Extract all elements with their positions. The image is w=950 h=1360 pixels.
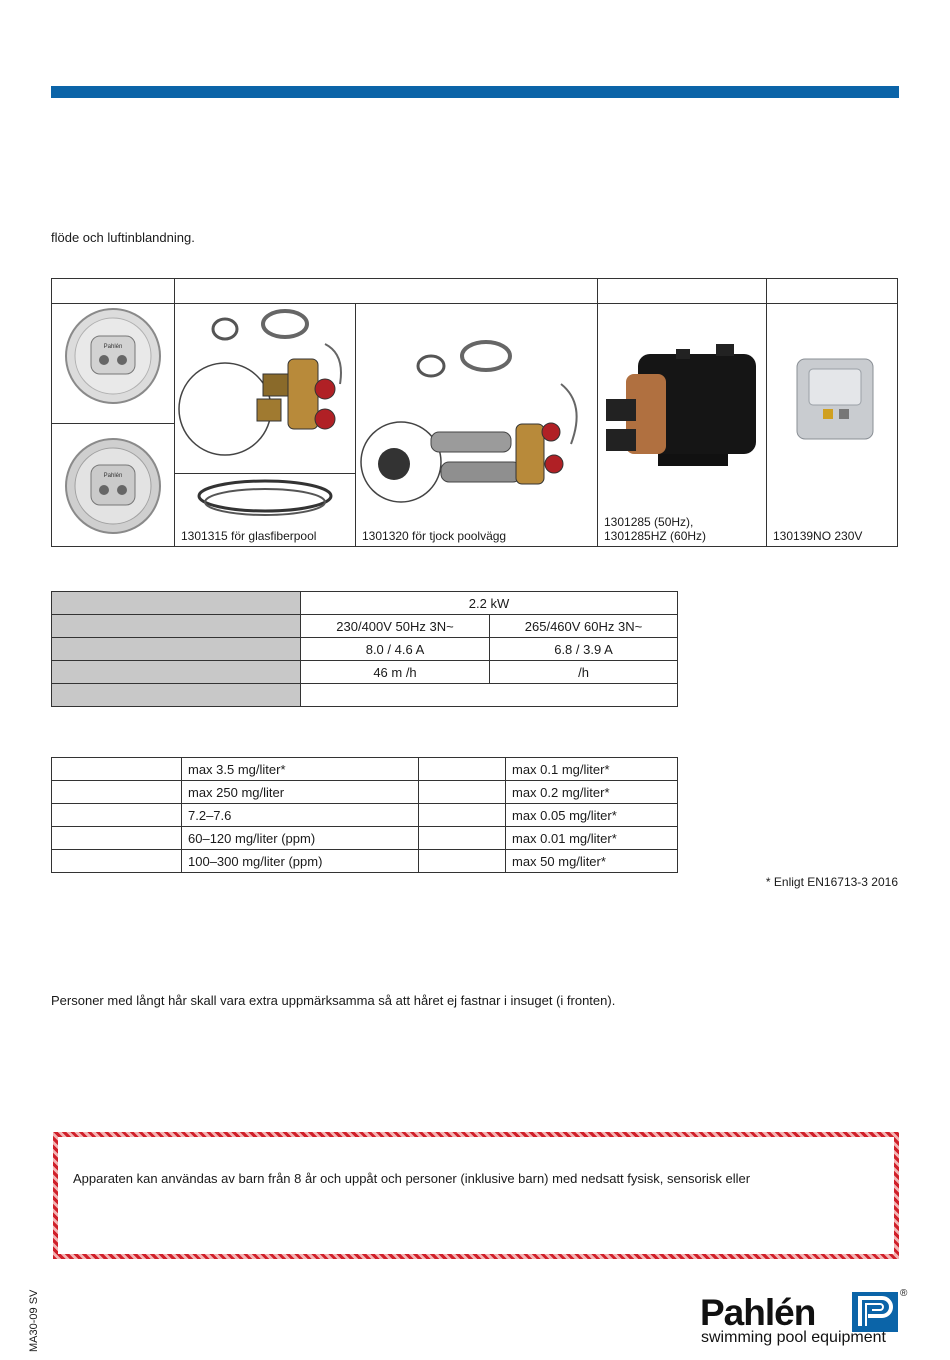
registered-mark: ®: [900, 1288, 908, 1299]
specs-label: [52, 661, 301, 684]
glassfiber-ring-cell: [175, 474, 356, 547]
caution-box: [53, 1132, 899, 1259]
parts-grid: [51, 278, 898, 547]
water-label: [419, 827, 506, 850]
caption-pump: [604, 515, 706, 543]
table-row: [52, 827, 678, 850]
current-50hz: 8.0 / 4.6 A: [301, 638, 490, 661]
header-bar: [51, 86, 899, 98]
water-quality-table: [51, 757, 678, 873]
water-label: [419, 758, 506, 781]
specs-empty-value: [301, 684, 678, 707]
logo-name: Pahlén: [700, 1292, 816, 1333]
water-label: [52, 804, 182, 827]
water-label: [52, 850, 182, 873]
water-label: [52, 758, 182, 781]
voltage-50hz: 230/400V 50Hz 3N~: [301, 615, 490, 638]
parts-header-kits: [175, 279, 598, 304]
specs-label: [52, 615, 301, 638]
install-kit-glassfiber-image: [175, 304, 356, 474]
specs-label: [52, 684, 301, 707]
water-label: [419, 781, 506, 804]
water-right-value: max 0.01 mg/liter*: [506, 827, 678, 850]
specs-label: [52, 638, 301, 661]
caption-pump-line1: 1301285 (50Hz),: [604, 515, 694, 529]
specs-row-current: [52, 638, 678, 661]
water-right-value: max 50 mg/liter*: [506, 850, 678, 873]
specs-row-empty: [52, 684, 678, 707]
front-panel-image-1: [52, 304, 175, 424]
control-box-cell: [767, 304, 898, 547]
install-kit-thick-wall-cell: [356, 304, 598, 547]
logo-tagline: swimming pool equipment: [701, 1329, 886, 1346]
intro-text: flöde och luftinblandning.: [51, 230, 195, 245]
water-label: [52, 827, 182, 850]
parts-header-pump: [598, 279, 767, 304]
specs-row-voltage: [52, 615, 678, 638]
footnote: * Enligt EN16713-3 2016: [765, 875, 898, 889]
water-left-value: 7.2–7.6: [182, 804, 419, 827]
caution-text: Apparaten kan användas av barn från 8 år och uppåt och personer (inklusive barn) med nedsatt fysisk, sensorisk eller: [73, 1171, 751, 1186]
parts-header-front: [52, 279, 175, 304]
pump-cell: [598, 304, 767, 547]
table-row: [52, 804, 678, 827]
caption-control-box: 130139NO 230V: [773, 529, 863, 543]
water-right-value: max 0.2 mg/liter*: [506, 781, 678, 804]
document-id: MA30-09 SV: [28, 1289, 40, 1352]
table-row: [52, 758, 678, 781]
hair-warning: Personer med långt hår skall vara extra uppmärksamma så att håret ej fastnar i insuget (i fronten).: [51, 993, 616, 1008]
voltage-60hz: 265/460V 60Hz 3N~: [490, 615, 678, 638]
specs-table: [51, 591, 678, 707]
specs-row-power: [52, 592, 678, 615]
specs-row-flow: [52, 661, 678, 684]
parts-header-control: [767, 279, 898, 304]
water-right-value: max 0.05 mg/liter*: [506, 804, 678, 827]
water-left-value: max 250 mg/liter: [182, 781, 419, 804]
caption-glassfiber: 1301315 för glasfiberpool: [181, 529, 317, 543]
caption-thick-wall: 1301320 för tjock poolvägg: [362, 529, 507, 543]
flow-60hz: /h: [490, 661, 678, 684]
specs-label: [52, 592, 301, 615]
pahlen-logo: [700, 1288, 912, 1350]
water-left-value: max 3.5 mg/liter*: [182, 758, 419, 781]
water-left-value: 100–300 mg/liter (ppm): [182, 850, 419, 873]
front-logo-1: Pahlén: [103, 344, 123, 350]
water-label: [419, 804, 506, 827]
front-logo-2: Pahlén: [103, 473, 123, 479]
caption-pump-line2: 1301285HZ (60Hz): [604, 529, 707, 543]
flow-50hz: 46 m /h: [301, 661, 490, 684]
table-row: [52, 850, 678, 873]
power-value: 2.2 kW: [301, 592, 678, 615]
water-label: [419, 850, 506, 873]
water-left-value: 60–120 mg/liter (ppm): [182, 827, 419, 850]
current-60hz: 6.8 / 3.9 A: [490, 638, 678, 661]
water-label: [52, 781, 182, 804]
pahlen-p-icon: [852, 1292, 898, 1332]
table-row: [52, 781, 678, 804]
front-panel-image-2: [52, 424, 175, 547]
water-right-value: max 0.1 mg/liter*: [506, 758, 678, 781]
